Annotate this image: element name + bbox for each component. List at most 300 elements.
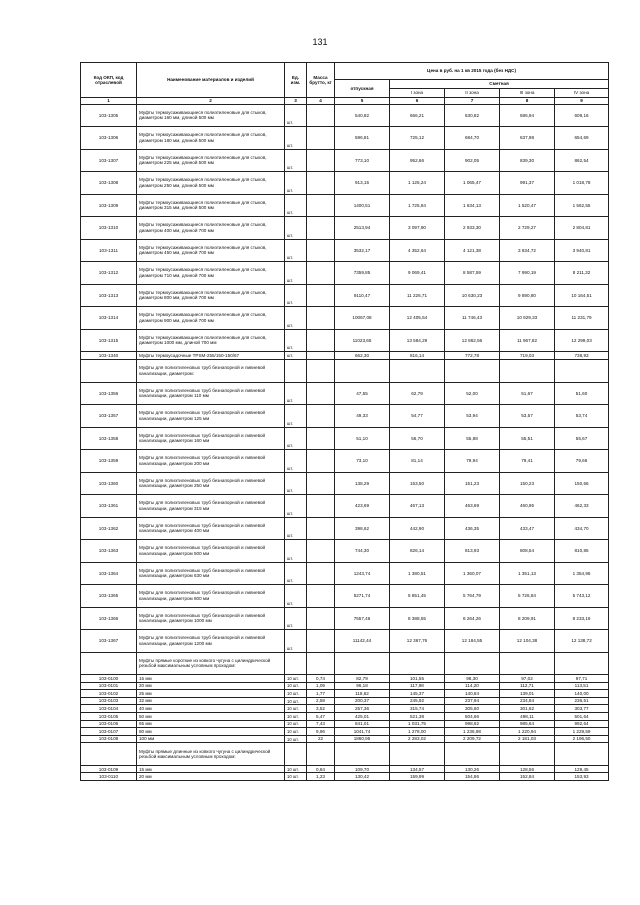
- row-zone4-price: 12 138,72: [555, 630, 609, 653]
- row-name: Муфты для полиэтиленовых труб безнапорной и ливневой канализации, диаметром 400 мм: [137, 517, 285, 540]
- header-mass: Масса брутто, кг: [307, 63, 335, 98]
- row-zone2-price: 8 587,59: [445, 262, 500, 285]
- row-unit: шт.: [285, 607, 307, 630]
- row-mass: [307, 540, 335, 563]
- row-name: Муфты для полиэтиленовых труб безнапорной и ливневой канализации, диаметром 1200 мм: [137, 630, 285, 653]
- row-mass: [307, 104, 335, 127]
- row-release-price: 425,01: [335, 712, 390, 720]
- row-zone4-price: 738,93: [555, 352, 609, 360]
- row-zone1-price: 467,13: [390, 495, 445, 518]
- col-index-8: 8: [500, 98, 555, 105]
- row-zone2-price: [445, 743, 500, 766]
- row-release-price: [335, 652, 390, 675]
- row-name: 32 мм: [137, 697, 285, 705]
- row-zone3-price: 9 890,80: [500, 284, 555, 307]
- row-zone4-price: 11 231,79: [555, 307, 609, 330]
- row-release-price: 1860,95: [335, 735, 390, 743]
- row-zone2-price: 2 933,30: [445, 217, 500, 240]
- row-zone2-price: 114,20: [445, 682, 500, 690]
- table-row: [81, 607, 609, 630]
- row-zone1-price: 9 069,41: [390, 262, 445, 285]
- row-zone2-price: 151,23: [445, 472, 500, 495]
- row-zone3-price: [500, 652, 555, 675]
- row-zone3-price: 7 990,19: [500, 262, 555, 285]
- row-zone3-price: 991,37: [500, 172, 555, 195]
- row-zone3-price: [500, 360, 555, 383]
- row-zone1-price: [390, 743, 445, 766]
- table-row: [81, 765, 609, 773]
- row-unit: шт.: [285, 104, 307, 127]
- col-index-5: 5: [335, 98, 390, 105]
- row-mass: [307, 239, 335, 262]
- table-header: [81, 63, 609, 105]
- row-mass: 0,74: [307, 675, 335, 683]
- row-code: 103-0102: [81, 690, 137, 698]
- row-zone2-price: 1 236,98: [445, 728, 500, 736]
- row-zone3-price: 301,62: [500, 705, 555, 713]
- row-zone4-price: 2 804,81: [555, 217, 609, 240]
- row-mass: [307, 262, 335, 285]
- row-release-price: 5271,74: [335, 585, 390, 608]
- row-mass: 0,84: [307, 765, 335, 773]
- row-unit: шт.: [285, 239, 307, 262]
- table-row: [81, 217, 609, 240]
- table-row: [81, 329, 609, 352]
- row-zone1-price: 725,12: [390, 127, 445, 150]
- row-zone4-price: 79,66: [555, 450, 609, 473]
- row-code: 103-1365: [81, 585, 137, 608]
- row-zone4-price: 1 562,55: [555, 194, 609, 217]
- row-zone3-price: 12 104,38: [500, 630, 555, 653]
- header-zone-2: II зона: [445, 89, 500, 98]
- row-mass: 7,43: [307, 720, 335, 728]
- row-zone2-price: 1 065,47: [445, 172, 500, 195]
- table-row: [81, 540, 609, 563]
- row-unit: [285, 743, 307, 766]
- row-zone4-price: 501,64: [555, 712, 609, 720]
- row-unit: шт.: [285, 352, 307, 360]
- row-mass: [307, 562, 335, 585]
- row-code: 103-1310: [81, 217, 137, 240]
- row-zone4-price: 140,00: [555, 690, 609, 698]
- row-zone1-price: 1 278,00: [390, 728, 445, 736]
- row-name: Муфты термоусаживающиеся полиэтиленовые для стыков, диаметром 450 мм, длиной 700 мм: [137, 239, 285, 262]
- row-unit: шт.: [285, 562, 307, 585]
- row-unit: шт.: [285, 427, 307, 450]
- row-unit: шт.: [285, 127, 307, 150]
- table-row: [81, 382, 609, 405]
- row-name: Муфты термоусаживающиеся полиэтиленовые для стыков, диаметром 900 мм, длиной 700 мм: [137, 307, 285, 330]
- row-release-price: 49,33: [335, 405, 390, 428]
- table-row: [81, 104, 609, 127]
- table-row: [81, 720, 609, 728]
- row-unit: шт.: [285, 540, 307, 563]
- row-mass: [307, 127, 335, 150]
- header-zone-3: III зона: [500, 89, 555, 98]
- row-unit: 10 шт.: [285, 765, 307, 773]
- row-unit: шт.: [285, 284, 307, 307]
- row-zone2-price: 684,70: [445, 127, 500, 150]
- row-zone4-price: 12 299,03: [555, 329, 609, 352]
- row-release-price: 1400,51: [335, 194, 390, 217]
- table-row: [81, 450, 609, 473]
- row-mass: [307, 652, 335, 675]
- row-zone4-price: [555, 652, 609, 675]
- row-zone2-price: 237,94: [445, 697, 500, 705]
- row-code: 103-1311: [81, 239, 137, 262]
- row-zone2-price: 305,60: [445, 705, 500, 713]
- row-name: 25 мм: [137, 690, 285, 698]
- row-code: 103-1363: [81, 540, 137, 563]
- row-zone4-price: 5 743,12: [555, 585, 609, 608]
- row-code: 103-1360: [81, 472, 137, 495]
- row-zone3-price: 3 834,72: [500, 239, 555, 262]
- row-name: 20 мм: [137, 682, 285, 690]
- header-release: отпускная: [335, 80, 390, 98]
- row-release-price: 913,15: [335, 172, 390, 195]
- row-zone1-price: 666,21: [390, 104, 445, 127]
- row-zone1-price: 81,14: [390, 450, 445, 473]
- row-zone4-price: 129,45: [555, 765, 609, 773]
- table-row: [81, 735, 609, 743]
- row-code: [81, 360, 137, 383]
- row-zone1-price: 816,14: [390, 352, 445, 360]
- col-index-6: 6: [390, 98, 445, 105]
- row-zone2-price: 5 764,79: [445, 585, 500, 608]
- row-code: 103-0105: [81, 712, 137, 720]
- row-name: Муфты термоусаживающиеся полиэтиленовые для стыков, диаметром 800 мм, длиной 700 мм: [137, 284, 285, 307]
- row-mass: [307, 585, 335, 608]
- row-code: 103-0110: [81, 773, 137, 781]
- col-index-4: 4: [307, 98, 335, 105]
- row-unit: шт.: [285, 472, 307, 495]
- row-name: Муфты для полиэтиленовых труб безнапорной и ливневой канализации, диаметром 800 мм: [137, 585, 285, 608]
- col-index-3: 3: [285, 98, 307, 105]
- row-zone1-price: 153,50: [390, 472, 445, 495]
- row-code: 103-1358: [81, 427, 137, 450]
- row-release-price: 11142,44: [335, 630, 390, 653]
- row-zone3-price: 53,57: [500, 405, 555, 428]
- row-zone4-price: 1 354,95: [555, 562, 609, 585]
- table-row: [81, 728, 609, 736]
- row-zone2-price: [445, 652, 500, 675]
- row-mass: 1,23: [307, 773, 335, 781]
- row-unit: шт.: [285, 194, 307, 217]
- row-name: Муфты для полиэтиленовых труб безнапорной и ливневой канализации, диаметром 630 мм: [137, 562, 285, 585]
- table-row: [81, 427, 609, 450]
- row-zone4-price: 150,66: [555, 472, 609, 495]
- row-zone1-price: 159,99: [390, 773, 445, 781]
- row-mass: 1,09: [307, 682, 335, 690]
- row-code: [81, 743, 137, 766]
- row-unit: шт.: [285, 172, 307, 195]
- row-zone4-price: 55,67: [555, 427, 609, 450]
- row-unit: 10 шт.: [285, 712, 307, 720]
- row-zone4-price: 2 196,50: [555, 735, 609, 743]
- row-release-price: 96,18: [335, 682, 390, 690]
- table-row: [81, 675, 609, 683]
- row-zone3-price: 128,56: [500, 765, 555, 773]
- row-unit: [285, 652, 307, 675]
- row-unit: шт.: [285, 217, 307, 240]
- header-name: Наименование материалов и изделий: [137, 63, 285, 98]
- table-row: [81, 284, 609, 307]
- row-zone1-price: 2 283,02: [390, 735, 445, 743]
- row-mass: [307, 352, 335, 360]
- table-row: [81, 705, 609, 713]
- row-zone3-price: 2 181,03: [500, 735, 555, 743]
- row-zone4-price: 53,74: [555, 405, 609, 428]
- col-index-7: 7: [445, 98, 500, 105]
- row-zone4-price: 609,16: [555, 104, 609, 127]
- row-name: 40 мм: [137, 705, 285, 713]
- row-name: 100 мм: [137, 735, 285, 743]
- row-name: Муфты для полиэтиленовых труб безнапорной и ливневой канализации, диаметром 1000 мм: [137, 607, 285, 630]
- row-release-price: 130,42: [335, 773, 390, 781]
- row-zone2-price: 12 184,55: [445, 630, 500, 653]
- row-zone2-price: 55,88: [445, 427, 500, 450]
- table-row: [81, 743, 609, 766]
- row-code: 103-1313: [81, 284, 137, 307]
- row-zone2-price: 8 264,26: [445, 607, 500, 630]
- row-zone4-price: 10 164,51: [555, 284, 609, 307]
- row-mass: [307, 405, 335, 428]
- table-row: [81, 517, 609, 540]
- header-code: Код ОКП, код отраслевой: [81, 63, 137, 98]
- row-release-price: 7359,85: [335, 262, 390, 285]
- row-zone4-price: 462,33: [555, 495, 609, 518]
- row-release-price: 773,10: [335, 149, 390, 172]
- header-price-title: Цена в руб. на 1 кв 2015 года (без НДС): [335, 63, 609, 80]
- table-row: [81, 697, 609, 705]
- row-zone3-price: 8 209,91: [500, 607, 555, 630]
- row-zone1-price: 101,55: [390, 675, 445, 683]
- row-release-price: 118,62: [335, 690, 390, 698]
- row-zone3-price: 1 520,47: [500, 194, 555, 217]
- row-zone1-price: 4 352,64: [390, 239, 445, 262]
- row-code: [81, 652, 137, 675]
- row-code: 103-0109: [81, 765, 137, 773]
- row-code: 103-1362: [81, 517, 137, 540]
- row-zone2-price: 140,84: [445, 690, 500, 698]
- row-mass: [307, 495, 335, 518]
- row-zone3-price: 51,67: [500, 382, 555, 405]
- row-zone2-price: 11 746,43: [445, 307, 500, 330]
- row-zone1-price: 117,98: [390, 682, 445, 690]
- row-zone4-price: 434,70: [555, 517, 609, 540]
- row-name: 80 мм: [137, 728, 285, 736]
- row-zone3-price: 808,54: [500, 540, 555, 563]
- row-zone3-price: 498,11: [500, 712, 555, 720]
- row-zone1-price: 1 725,84: [390, 194, 445, 217]
- row-mass: [307, 382, 335, 405]
- row-name: Муфты прямые длинные из ковкого чугуна с цилиндрической резьбой максимальным условным проходом:: [137, 743, 285, 766]
- row-unit: шт.: [285, 262, 307, 285]
- row-unit: 10 шт.: [285, 682, 307, 690]
- row-mass: 22: [307, 735, 335, 743]
- row-mass: [307, 630, 335, 653]
- row-zone1-price: 952,66: [390, 149, 445, 172]
- row-name: 20 мм: [137, 773, 285, 781]
- table-row: [81, 773, 609, 781]
- row-code: 103-1308: [81, 172, 137, 195]
- table-row: [81, 239, 609, 262]
- row-zone2-price: 52,00: [445, 382, 500, 405]
- header-unit: Ед. изм.: [285, 63, 307, 98]
- row-unit: шт.: [285, 450, 307, 473]
- header-estimate: Сметная: [390, 80, 609, 89]
- row-zone1-price: 3 097,90: [390, 217, 445, 240]
- header-zone-4: IV зона: [555, 89, 609, 98]
- row-name: Муфты термоусадочные TPSM-255/150-150/67: [137, 352, 285, 360]
- row-name: 15 мм: [137, 765, 285, 773]
- row-zone4-price: 113,51: [555, 682, 609, 690]
- row-mass: [307, 427, 335, 450]
- row-zone2-price: [445, 360, 500, 383]
- row-name: Муфты для полиэтиленовых труб безнапорной и ливневой канализации, диаметром:: [137, 360, 285, 383]
- row-release-price: 10067,08: [335, 307, 390, 330]
- row-zone3-price: 10 929,33: [500, 307, 555, 330]
- row-zone2-price: 53,94: [445, 405, 500, 428]
- row-release-price: 200,37: [335, 697, 390, 705]
- row-name: Муфты термоусаживающиеся полиэтиленовые для стыков, диаметром 315 мм, длиной 500 мм: [137, 194, 285, 217]
- table-row: [81, 360, 609, 383]
- table-body: [81, 104, 609, 781]
- row-unit: 10 шт.: [285, 697, 307, 705]
- row-name: Муфты термоусаживающиеся полиэтиленовые для стыков, диаметром 180 мм, длиной 500 мм: [137, 127, 285, 150]
- row-zone2-price: 130,26: [445, 765, 500, 773]
- row-mass: [307, 307, 335, 330]
- row-zone4-price: 3 940,81: [555, 239, 609, 262]
- col-index-2: 2: [137, 98, 285, 105]
- row-code: 103-1315: [81, 329, 137, 352]
- row-zone3-price: 839,30: [500, 149, 555, 172]
- row-unit: шт.: [285, 517, 307, 540]
- row-zone1-price: 54,77: [390, 405, 445, 428]
- row-mass: [307, 172, 335, 195]
- row-zone3-price: 152,84: [500, 773, 555, 781]
- row-zone4-price: 236,51: [555, 697, 609, 705]
- table-row: [81, 630, 609, 653]
- row-code: 103-0101: [81, 682, 137, 690]
- row-zone2-price: 463,69: [445, 495, 500, 518]
- row-mass: [307, 149, 335, 172]
- row-zone1-price: 11 226,71: [390, 284, 445, 307]
- table-row: [81, 262, 609, 285]
- row-release-price: 138,29: [335, 472, 390, 495]
- row-release-price: [335, 360, 390, 383]
- row-zone3-price: 11 967,82: [500, 329, 555, 352]
- row-zone3-price: 637,98: [500, 127, 555, 150]
- row-mass: [307, 329, 335, 352]
- row-zone1-price: 521,38: [390, 712, 445, 720]
- row-unit: 10 шт.: [285, 705, 307, 713]
- row-release-price: [335, 743, 390, 766]
- header-zone-1: I зона: [390, 89, 445, 98]
- row-name: Муфты термоусаживающиеся полиэтиленовые для стыков, диаметром 160 мм, длиной 500 мм: [137, 104, 285, 127]
- row-release-price: 47,55: [335, 382, 390, 405]
- row-code: 103-1366: [81, 607, 137, 630]
- row-release-price: 257,36: [335, 705, 390, 713]
- row-release-price: 1243,74: [335, 562, 390, 585]
- row-zone2-price: 154,86: [445, 773, 500, 781]
- table-row: [81, 127, 609, 150]
- row-zone3-price: 55,51: [500, 427, 555, 450]
- row-zone1-price: 5 851,45: [390, 585, 445, 608]
- row-zone3-price: 433,47: [500, 517, 555, 540]
- table-row: [81, 562, 609, 585]
- row-zone1-price: [390, 360, 445, 383]
- row-name: Муфты термоусаживающиеся полиэтиленовые для стыков, диаметром 1000 мм, длиной 700 мм: [137, 329, 285, 352]
- row-name: Муфты для полиэтиленовых труб безнапорной и ливневой канализации, диаметром 160 мм: [137, 427, 285, 450]
- row-zone3-price: 112,71: [500, 682, 555, 690]
- row-code: 103-1314: [81, 307, 137, 330]
- table-row: [81, 495, 609, 518]
- row-release-price: 398,62: [335, 517, 390, 540]
- row-zone3-price: 150,23: [500, 472, 555, 495]
- row-zone1-price: 13 584,29: [390, 329, 445, 352]
- row-zone3-price: 2 729,27: [500, 217, 555, 240]
- row-zone2-price: 1 634,13: [445, 194, 500, 217]
- row-zone2-price: 79,94: [445, 450, 500, 473]
- row-name: Муфты для полиэтиленовых труб безнапорной и ливневой канализации, диаметром 250 мм: [137, 472, 285, 495]
- row-zone4-price: 97,71: [555, 675, 609, 683]
- row-unit: шт.: [285, 382, 307, 405]
- row-code: 103-0100: [81, 675, 137, 683]
- row-release-price: 73,10: [335, 450, 390, 473]
- row-mass: [307, 472, 335, 495]
- table-row: [81, 172, 609, 195]
- row-zone4-price: 654,69: [555, 127, 609, 150]
- row-zone3-price: 1 351,13: [500, 562, 555, 585]
- row-zone1-price: 315,74: [390, 705, 445, 713]
- row-name: Муфты для полиэтиленовых труб безнапорной и ливневой канализации, диаметром 125 мм: [137, 405, 285, 428]
- row-code: 103-1367: [81, 630, 137, 653]
- row-release-price: 841,01: [335, 720, 390, 728]
- row-name: Муфты для полиэтиленовых труб безнапорной и ливневой канализации, диаметром 200 мм: [137, 450, 285, 473]
- row-unit: шт.: [285, 495, 307, 518]
- row-release-price: 9110,47: [335, 284, 390, 307]
- col-index-1: 1: [81, 98, 137, 105]
- row-zone3-price: 234,84: [500, 697, 555, 705]
- row-zone2-price: 436,35: [445, 517, 500, 540]
- table-row: [81, 712, 609, 720]
- row-zone4-price: 51,60: [555, 382, 609, 405]
- row-unit: 10 шт.: [285, 690, 307, 698]
- row-zone1-price: 12 405,54: [390, 307, 445, 330]
- row-release-price: 2513,94: [335, 217, 390, 240]
- row-mass: [307, 450, 335, 473]
- row-zone2-price: 98,30: [445, 675, 500, 683]
- table-row: [81, 682, 609, 690]
- row-zone3-price: 139,01: [500, 690, 555, 698]
- row-zone4-price: 8 233,19: [555, 607, 609, 630]
- table-row: [81, 472, 609, 495]
- row-zone2-price: 2 209,72: [445, 735, 500, 743]
- row-zone4-price: [555, 743, 609, 766]
- row-zone3-price: 5 726,84: [500, 585, 555, 608]
- row-code: 103-1305: [81, 104, 137, 127]
- row-zone2-price: 998,62: [445, 720, 500, 728]
- row-zone3-price: 460,95: [500, 495, 555, 518]
- row-code: 103-0107: [81, 728, 137, 736]
- row-mass: [307, 194, 335, 217]
- row-zone3-price: 719,03: [500, 352, 555, 360]
- row-mass: [307, 360, 335, 383]
- table-row: [81, 585, 609, 608]
- row-name: Муфты для полиэтиленовых труб безнапорной и ливневой канализации, диаметром 110 мм: [137, 382, 285, 405]
- page-number: 131: [312, 37, 328, 47]
